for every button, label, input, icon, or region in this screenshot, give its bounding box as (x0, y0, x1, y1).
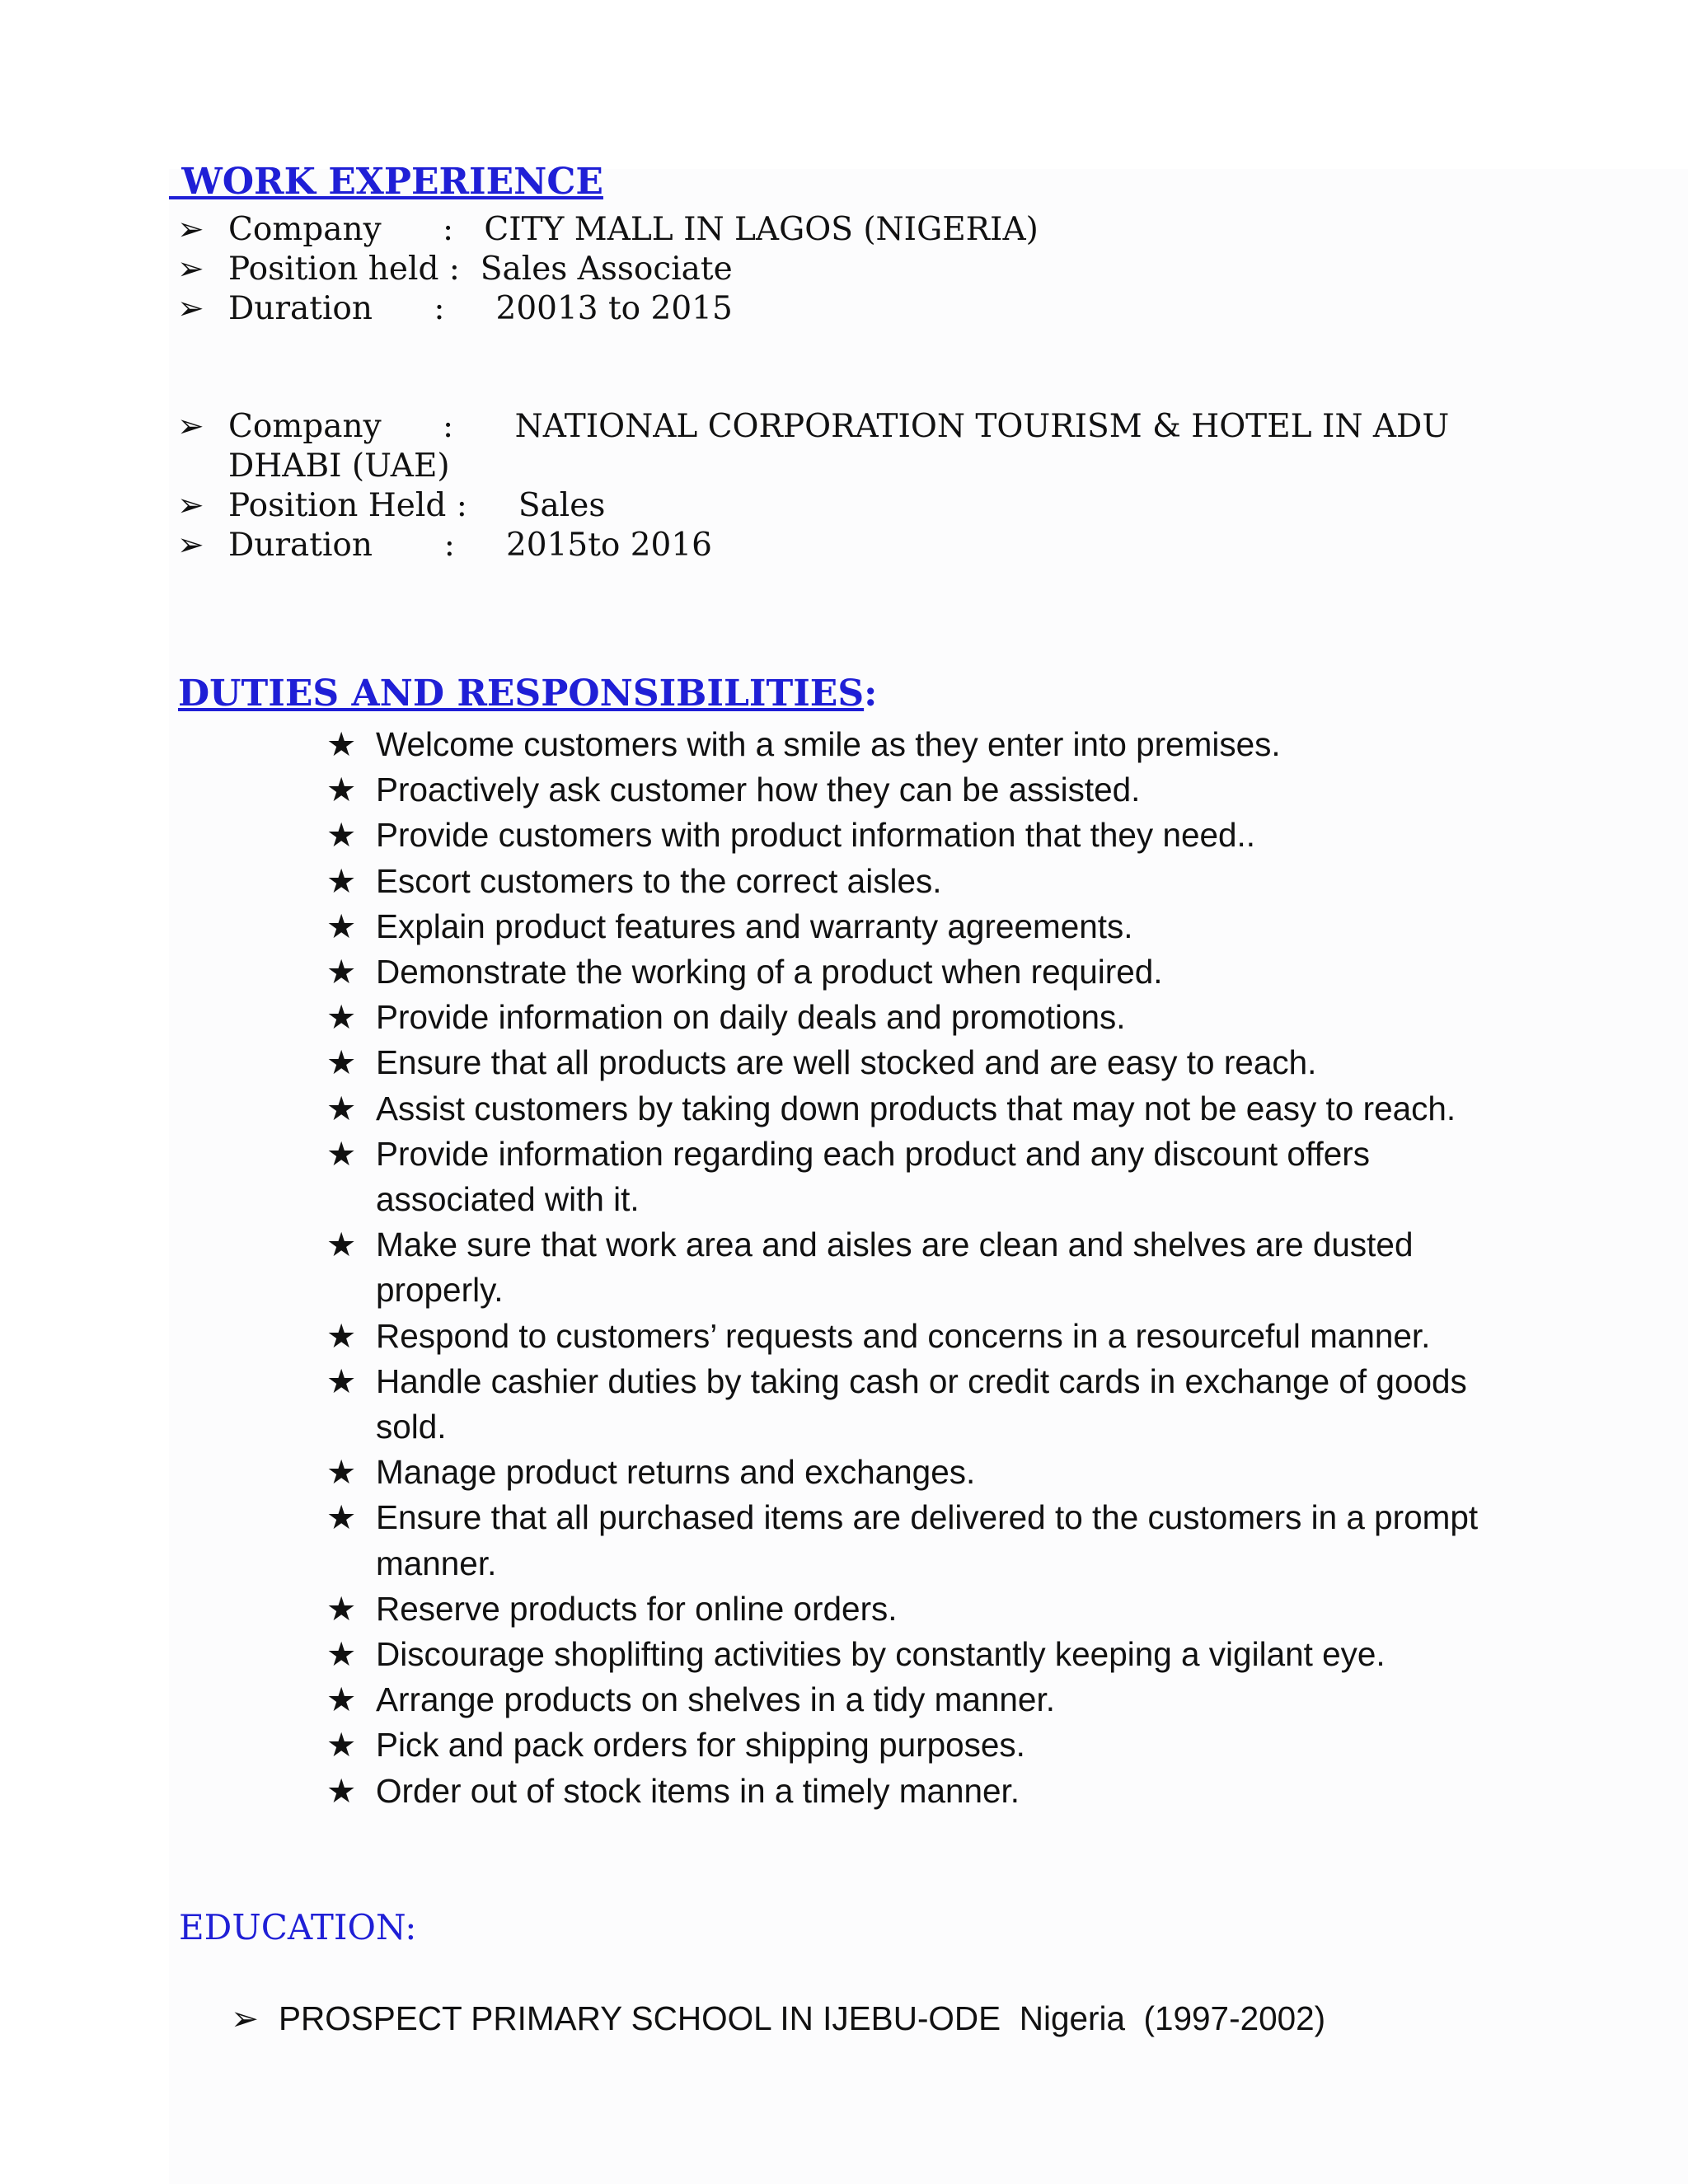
duty-text: Ensure that all products are well stocked and are easy to reach. (376, 1043, 1317, 1082)
duty-text: Ensure that all purchased items are delivered to the customers in a prompt manner. (376, 1498, 1479, 1582)
position-title: Sales (518, 487, 606, 524)
job-company-row: ➢ Company : CITY MALL IN LAGOS (NIGERIA) (177, 211, 1039, 248)
duty-text: Discourage shoplifting activities by constantly keeping a vigilant eye. (376, 1635, 1386, 1674)
duty-text: Demonstrate the working of a product when required. (376, 953, 1163, 991)
duration-value: 20013 to 2015 (495, 290, 733, 327)
star-bullet-icon: ★ (326, 861, 357, 900)
duty-text: Proactively ask customer how they can be assisted. (376, 771, 1141, 809)
duty-item (326, 1450, 1522, 1495)
star-bullet-icon: ★ (326, 771, 357, 809)
job-duration-row: ➢ Duration : 2015to 2016 (177, 527, 712, 564)
star-bullet-icon: ★ (326, 1361, 357, 1400)
duty-item (326, 949, 1522, 995)
duty-item (326, 859, 1522, 904)
duty-item (326, 1495, 1522, 1586)
duty-text: Escort customers to the correct aisles. (376, 861, 942, 900)
job-1-details (177, 210, 1496, 329)
arrow-bullet-icon: ➢ (177, 251, 204, 288)
duty-item (326, 1040, 1522, 1085)
education-item: ➢ PROSPECT PRIMARY SCHOOL IN IJEBU-ODE Nigeria (1997-2002) (231, 1999, 1326, 2037)
star-bullet-icon: ★ (326, 1771, 357, 1810)
duty-item (326, 1222, 1522, 1313)
duty-text: Assist customers by taking down products that may not be easy to reach. (376, 1089, 1456, 1127)
star-bullet-icon: ★ (326, 725, 357, 763)
star-bullet-icon: ★ (326, 1589, 357, 1628)
duty-text: Provide information regarding each product and any discount offers associated with it. (376, 1134, 1370, 1219)
job-position-row: ➢ Position held : Sales Associate (177, 251, 733, 288)
company-name: NATIONAL CORPORATION TOURISM & HOTEL IN ADU DHABI (UAE) (228, 408, 1460, 485)
duty-item (326, 813, 1522, 858)
duties-list (326, 722, 1522, 1814)
duty-text: Provide information on daily deals and promotions. (376, 998, 1126, 1037)
arrow-bullet-icon: ➢ (177, 211, 204, 248)
duties-heading: DUTIES AND RESPONSIBILITIES: (178, 673, 878, 715)
duty-text: Respond to customers’ requests and concerns in a resourceful manner. (376, 1316, 1431, 1355)
star-bullet-icon: ★ (326, 1316, 357, 1355)
duty-item (326, 1586, 1522, 1632)
duty-item (326, 1769, 1522, 1814)
duty-item (326, 1632, 1522, 1677)
duty-text: Pick and pack orders for shipping purposes. (376, 1726, 1025, 1765)
arrow-bullet-icon: ➢ (177, 290, 204, 327)
duty-text: Make sure that work area and aisles are clean and shelves are dusted properly. (376, 1226, 1414, 1310)
job-2-details (177, 407, 1496, 565)
duration-value: 2015to 2016 (505, 527, 712, 564)
duty-item (326, 1086, 1522, 1132)
duty-text: Manage product returns and exchanges. (376, 1453, 976, 1492)
star-bullet-icon: ★ (326, 1089, 357, 1127)
arrow-bullet-icon: ➢ (231, 1999, 259, 2037)
star-bullet-icon: ★ (326, 953, 357, 991)
duty-text: Welcome customers with a smile as they enter into premises. (376, 725, 1281, 763)
star-bullet-icon: ★ (326, 1226, 357, 1264)
duty-text: Explain product features and warranty agreements. (376, 907, 1133, 945)
duty-text: Arrange products on shelves in a tidy manner. (376, 1680, 1055, 1719)
arrow-bullet-icon: ➢ (177, 527, 204, 564)
star-bullet-icon: ★ (326, 1043, 357, 1082)
duty-item (326, 1132, 1522, 1222)
star-bullet-icon: ★ (326, 1498, 357, 1537)
duty-item (326, 904, 1522, 949)
duty-item (326, 1722, 1522, 1768)
duty-text: Handle cashier duties by taking cash or credit cards in exchange of goods sold. (376, 1361, 1467, 1446)
duty-item (326, 1314, 1522, 1359)
star-bullet-icon: ★ (326, 1726, 357, 1765)
duty-text: Provide customers with product information that they need.. (376, 816, 1256, 855)
duty-item (326, 767, 1522, 813)
star-bullet-icon: ★ (326, 1635, 357, 1674)
star-bullet-icon: ★ (326, 907, 357, 945)
star-bullet-icon: ★ (326, 1134, 357, 1173)
company-name: CITY MALL IN LAGOS (NIGERIA) (484, 211, 1039, 248)
duty-item (326, 995, 1522, 1040)
star-bullet-icon: ★ (326, 998, 357, 1037)
duty-text: Reserve products for online orders. (376, 1589, 898, 1628)
duty-item (326, 1677, 1522, 1722)
star-bullet-icon: ★ (326, 816, 357, 855)
duty-item (326, 1359, 1522, 1450)
duty-item (326, 722, 1522, 767)
duty-text: Order out of stock items in a timely manner. (376, 1771, 1020, 1810)
star-bullet-icon: ★ (326, 1453, 357, 1492)
arrow-bullet-icon: ➢ (177, 487, 204, 524)
job-company-row: ➢ Company : NATIONAL CORPORATION TOURISM & HOTEL IN ADU DHABI (UAE) (177, 408, 1460, 485)
education-heading: EDUCATION: (179, 1907, 417, 1947)
star-bullet-icon: ★ (326, 1680, 357, 1719)
arrow-bullet-icon: ➢ (177, 408, 204, 445)
work-experience-heading: WORK EXPERIENCE (169, 161, 603, 203)
job-position-row: ➢ Position Held : Sales (177, 487, 606, 524)
job-duration-row: ➢ Duration : 20013 to 2015 (177, 290, 733, 327)
position-title: Sales Associate (480, 251, 733, 288)
